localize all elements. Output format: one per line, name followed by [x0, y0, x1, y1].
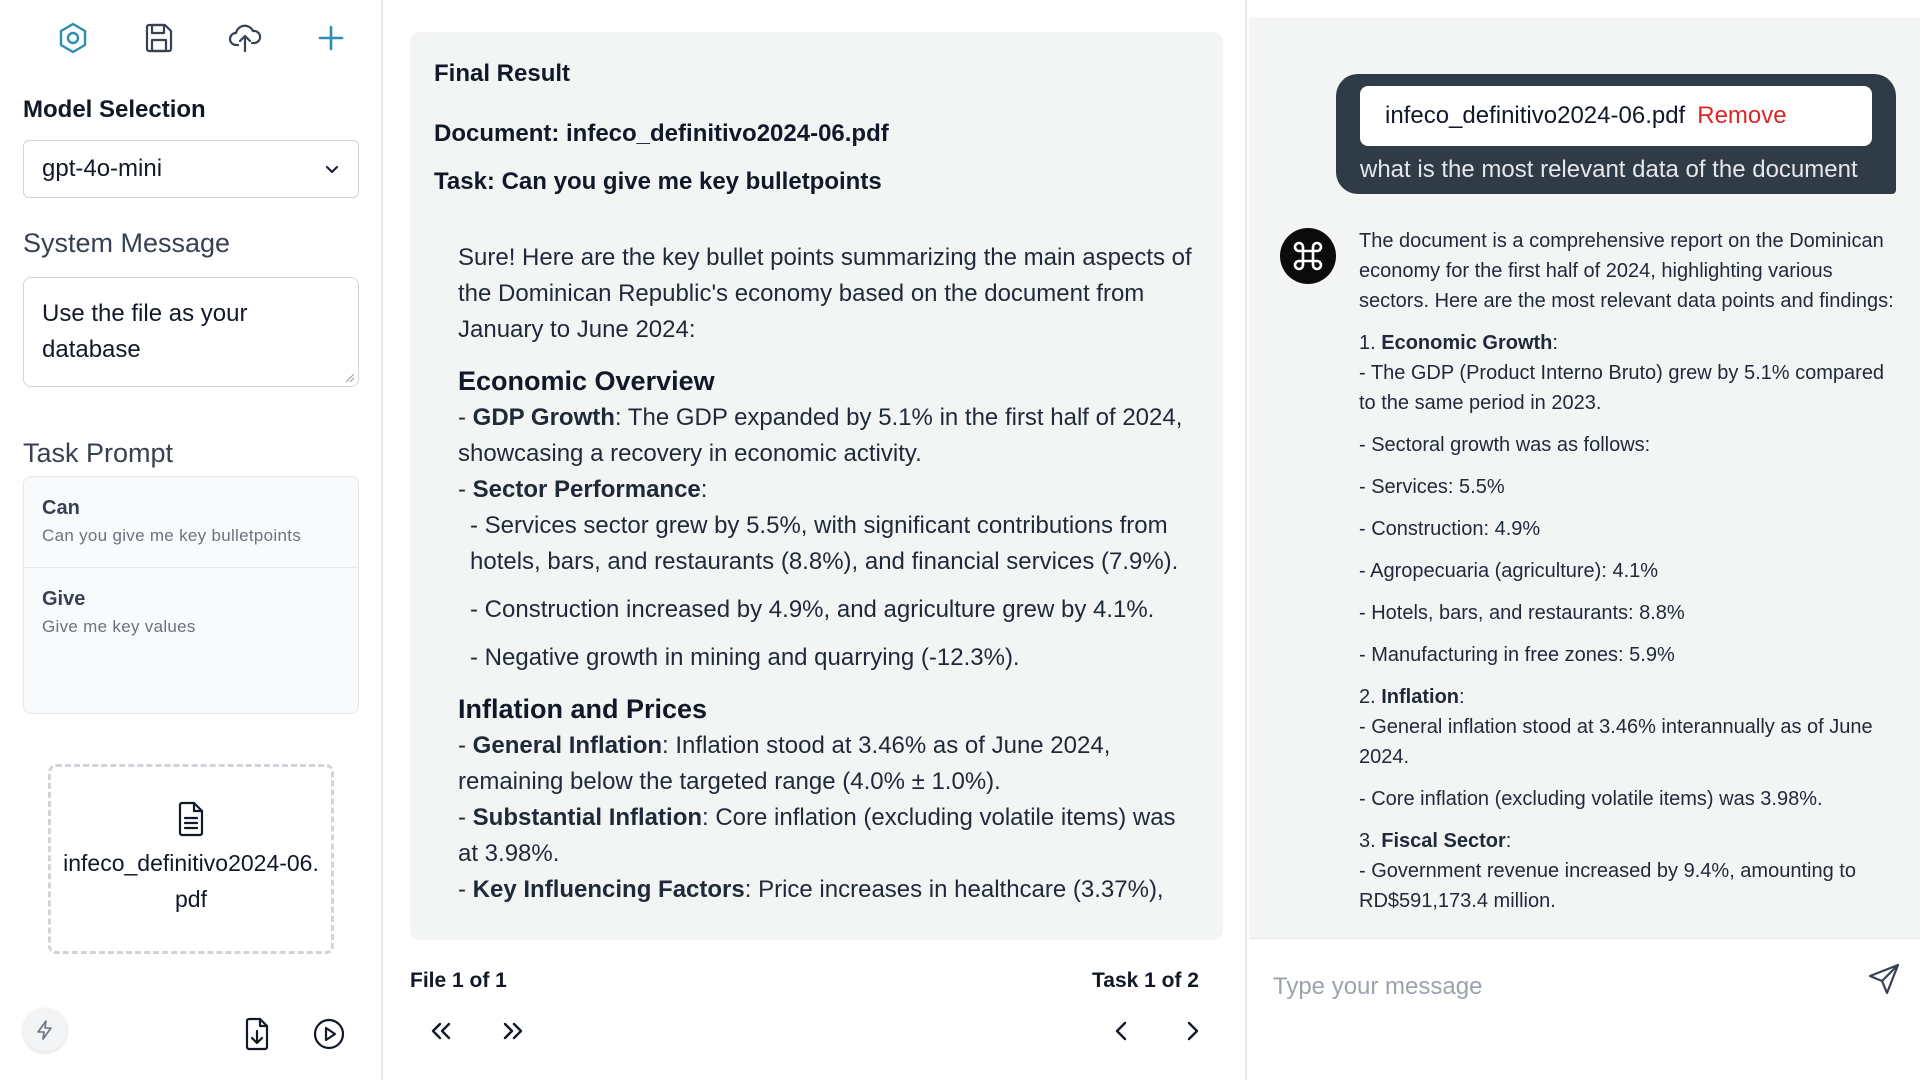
bullet-services: - Services sector grew by 5.5%, with significant contributions from hotels, bars, and restaurants (8.8%), and financial services (7.9%). — [470, 512, 1179, 575]
answer-heading-3 — [1359, 826, 1904, 856]
answer-gdp: - The GDP (Product Interno Bruto) grew by 5.1% compared to the same period in 2023. — [1359, 362, 1885, 414]
bullet-label: Sector Performance — [472, 476, 701, 503]
task-item-subtitle: Can you give me key bulletpoints — [42, 526, 302, 545]
bullet-label: Key Influencing Factors — [472, 876, 745, 903]
chevrons-left-icon — [427, 1017, 455, 1045]
quick-action-button[interactable] — [23, 1008, 67, 1052]
bullet-sector: - Sector Performance: — [458, 476, 708, 503]
bullet-text: : Core inflation (excluding volatile items) was at 3.98%. — [458, 804, 1176, 867]
system-message-title: System Message — [23, 228, 231, 258]
add-button[interactable] — [314, 18, 348, 58]
save-button[interactable] — [142, 18, 176, 58]
upload-icon — [228, 21, 262, 55]
section-title-economic-overview: Economic Overview — [458, 366, 715, 396]
answer-core-inflation: - Core inflation (excluding volatile items) was 3.98%. — [1359, 788, 1823, 810]
answer-general-inflation: - General inflation stood at 3.46% interannually as of June 2024. — [1359, 716, 1873, 768]
prev-task-button[interactable] — [1105, 1014, 1139, 1048]
run-button[interactable] — [311, 1014, 347, 1054]
answer-hotels: - Hotels, bars, and restaurants: 8.8% — [1359, 602, 1685, 624]
task-item-give[interactable] — [24, 568, 358, 659]
chevron-left-icon — [1108, 1017, 1136, 1045]
answer-services: - Services: 5.5% — [1359, 476, 1505, 498]
chat-panel — [1249, 0, 1920, 1080]
answer-revenue: - Government revenue increased by 9.4%, amounting to RD$591,173.4 million. — [1359, 860, 1856, 912]
bullet-mining: - Negative growth in mining and quarrying (-12.3%). — [470, 644, 1020, 671]
last-file-button[interactable] — [496, 1014, 530, 1048]
model-selection-title: Model Selection — [23, 96, 206, 123]
model-select-value: gpt-4o-mini — [42, 155, 163, 182]
task-prompt-title: Task Prompt — [23, 438, 174, 468]
file-card-name: infeco_definitivo2024-06.pdf — [63, 850, 319, 912]
answer-heading-colon: : — [1552, 332, 1558, 354]
answer-manufacturing: - Manufacturing in free zones: 5.9% — [1359, 644, 1675, 666]
resize-grip-icon[interactable] — [343, 371, 355, 383]
next-task-button[interactable] — [1175, 1014, 1209, 1048]
chevron-right-icon — [1178, 1017, 1206, 1045]
answer-agro: - Agropecuaria (agriculture): 4.1% — [1359, 560, 1659, 582]
answer-heading-1 — [1359, 328, 1904, 358]
download-file-button[interactable] — [239, 1014, 275, 1054]
remove-attachment-button[interactable]: Remove — [1697, 102, 1787, 129]
bullet-gdp: - GDP Growth: The GDP expanded by 5.1% in the first half of 2024, showcasing a recovery in economic activity. — [458, 404, 1183, 467]
play-circle-icon — [312, 1017, 346, 1051]
section-title-inflation: Inflation and Prices — [458, 694, 708, 724]
system-message-value: Use the file as your database — [42, 300, 248, 363]
answer-heading-label: Inflation — [1381, 686, 1460, 708]
upload-button[interactable] — [228, 18, 262, 58]
user-message-bubble — [1336, 74, 1896, 194]
bullet-label: Substantial Inflation — [472, 804, 703, 831]
send-button[interactable] — [1864, 959, 1904, 999]
user-message-text: what is the most relevant data of the document — [1360, 156, 1858, 183]
file-card[interactable] — [48, 764, 334, 954]
answer-heading-number: 1. — [1359, 332, 1382, 354]
left-panel — [0, 0, 383, 1080]
result-intro: Sure! Here are the key bullet points summarizing the main aspects of the Dominican Republic's economy based on the document from January to June 2024: — [458, 244, 1192, 343]
first-file-button[interactable] — [424, 1014, 458, 1048]
task-item-subtitle: Give me key values — [42, 617, 196, 636]
answer-heading-2 — [1359, 682, 1904, 712]
answer-sectoral: - Sectoral growth was as follows: — [1359, 434, 1651, 456]
answer-intro: The document is a comprehensive report on the Dominican economy for the first half of 2024, highlighting various sectors. Here are the most relevant data points and findings: — [1359, 230, 1894, 312]
settings-icon — [56, 21, 90, 55]
model-select[interactable] — [23, 140, 359, 198]
file-text-icon — [175, 801, 207, 837]
bullet-text: : The GDP expanded by 5.1% in the first half of 2024, showcasing a recovery in economic activity. — [458, 404, 1183, 467]
result-body — [458, 240, 1198, 908]
file-download-icon — [240, 1017, 274, 1051]
bullet-label: General Inflation — [472, 732, 663, 759]
chat-messages[interactable] — [1249, 18, 1920, 938]
answer-heading-number: 2. — [1359, 686, 1382, 708]
settings-button[interactable] — [56, 18, 90, 58]
bullet-inflation: - General Inflation: Inflation stood at 3.46% as of June 2024, remaining below the targeted range (4.0% ± 1.0%). — [458, 732, 1111, 795]
chevrons-right-icon — [499, 1017, 527, 1045]
result-document: Document: infeco_definitivo2024-06.pdf — [434, 120, 889, 147]
answer-heading-colon: : — [1505, 830, 1512, 852]
lightning-icon — [34, 1019, 56, 1041]
attachment-name: infeco_definitivo2024-06.pdf — [1385, 102, 1686, 129]
result-card[interactable] — [410, 32, 1223, 940]
result-panel — [385, 0, 1247, 1080]
bullet-factors: - Key Influencing Factors: Price increases in healthcare (3.37%), — [458, 876, 1164, 903]
chevron-down-icon — [324, 161, 340, 177]
bullet-construction: - Construction increased by 4.9%, and agriculture grew by 4.1%. — [470, 596, 1155, 623]
task-item-can[interactable] — [24, 477, 358, 568]
bullet-text: : — [700, 476, 708, 503]
assistant-avatar — [1280, 228, 1336, 284]
task-item-title: Can — [42, 497, 80, 519]
answer-heading-label: Economic Growth — [1381, 332, 1553, 354]
answer-heading-number: 3. — [1359, 830, 1382, 852]
result-heading: Final Result — [434, 60, 571, 87]
message-input[interactable] — [1273, 967, 1833, 1007]
system-message-input[interactable] — [23, 277, 359, 387]
bullet-text: : Inflation stood at 3.46% as of June 2024, remaining below the targeted range (4.0% ± 1.0%). — [458, 732, 1111, 795]
bullet-label: GDP Growth — [472, 404, 615, 431]
send-icon — [1867, 962, 1901, 996]
result-task: Task: Can you give me key bulletpoints — [434, 168, 882, 195]
bullet-text: : Price increases in healthcare (3.37%), — [744, 876, 1164, 903]
plus-icon — [314, 21, 348, 55]
command-icon — [1291, 239, 1325, 273]
answer-heading-colon: : — [1459, 686, 1465, 708]
toolbar — [56, 18, 348, 58]
chat-input-area — [1249, 938, 1920, 1080]
answer-heading-label: Fiscal Sector — [1381, 830, 1506, 852]
bullet-core-inflation: - Substantial Inflation: Core inflation (excluding volatile items) was at 3.98%. — [458, 804, 1176, 867]
file-counter: File 1 of 1 — [410, 969, 507, 992]
answer-construction: - Construction: 4.9% — [1359, 518, 1541, 540]
task-item-title: Give — [42, 588, 86, 610]
assistant-message — [1359, 226, 1904, 928]
task-list — [23, 476, 359, 714]
task-counter: Task 1 of 2 — [1092, 969, 1199, 992]
save-icon — [142, 21, 176, 55]
attachment-chip — [1360, 86, 1872, 146]
